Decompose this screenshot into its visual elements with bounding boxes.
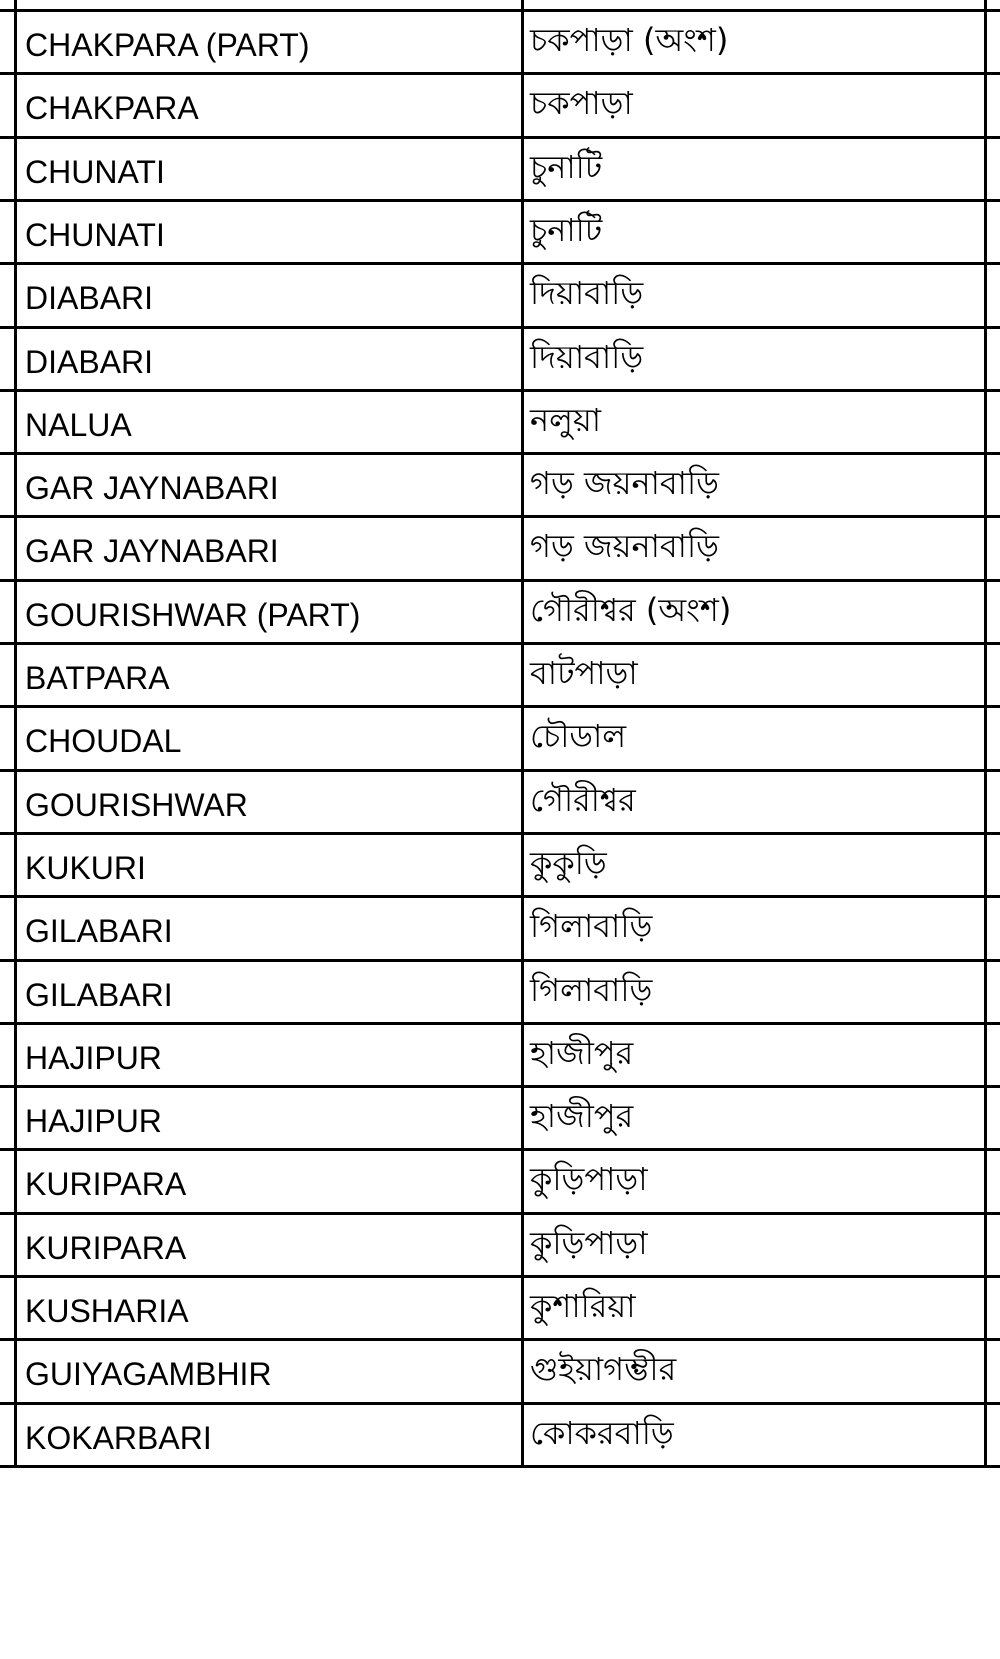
row-divider <box>0 1275 1000 1278</box>
village-name-bengali: কুকুড়ি <box>530 843 607 882</box>
village-name-bengali: দিয়াবাড়ি <box>530 337 644 376</box>
row-divider <box>0 72 1000 75</box>
village-name-english: KOKARBARI <box>25 1419 212 1456</box>
village-name-english: GAR JAYNABARI <box>25 533 279 570</box>
row-divider <box>0 1022 1000 1025</box>
row-divider <box>0 1338 1000 1341</box>
row-divider <box>0 959 1000 962</box>
row-divider <box>0 389 1000 392</box>
row-divider <box>0 642 1000 645</box>
village-name-bengali: গিলাবাড়ি <box>530 907 653 946</box>
village-name-bengali: চুনাটি <box>530 147 603 186</box>
village-name-english: HAJIPUR <box>25 1103 162 1140</box>
left-border <box>14 0 17 1467</box>
village-name-bengali: চৌডাল <box>530 717 627 756</box>
village-name-english: DIABARI <box>25 280 154 317</box>
village-name-bengali: গড় জয়নাবাড়ি <box>530 527 719 566</box>
village-name-english: KUSHARIA <box>25 1293 189 1329</box>
village-name-english: NALUA <box>25 406 132 443</box>
row-divider <box>0 705 1000 708</box>
village-name-bengali: দিয়াবাড়ি <box>530 274 644 313</box>
row-divider <box>0 452 1000 455</box>
right-border <box>984 0 987 1467</box>
village-name-english: HAJIPUR <box>25 1039 162 1076</box>
row-divider <box>0 1212 1000 1215</box>
village-name-english: GUIYAGAMBHIR <box>25 1356 272 1393</box>
row-divider <box>0 326 1000 329</box>
row-divider <box>0 1465 1000 1468</box>
village-name-bengali: হাজীপুর <box>530 1033 634 1072</box>
village-name-english: GILABARI <box>25 976 173 1013</box>
village-name-english: GILABARI <box>25 913 173 950</box>
row-divider <box>0 579 1000 582</box>
village-name-english: CHOUDAL <box>25 723 182 760</box>
village-name-english: KURIPARA <box>25 1166 187 1203</box>
village-name-bengali: কুড়িপাড়া <box>530 1160 648 1199</box>
village-name-english: GOURISHWAR <box>25 786 248 823</box>
row-divider <box>0 895 1000 898</box>
village-name-bengali: গিলাবাড়ি <box>530 970 653 1009</box>
village-name-english: CHUNATI <box>25 153 165 190</box>
row-divider <box>0 1085 1000 1088</box>
row-divider <box>0 1148 1000 1151</box>
row-divider <box>0 769 1000 772</box>
row-divider <box>0 1402 1000 1405</box>
column-divider <box>521 0 524 1467</box>
village-name-bengali: কুড়িপাড়া <box>530 1223 648 1262</box>
village-name-english: GOURISHWAR (PART) <box>25 596 361 633</box>
village-name-bengali: গৌরীশ্বর (অংশ) <box>530 590 732 629</box>
village-name-english: CHAKPARA <box>25 90 199 127</box>
village-name-english: CHAKPARA (PART) <box>25 27 310 63</box>
row-divider <box>0 832 1000 835</box>
village-name-english: DIABARI <box>25 343 154 380</box>
village-name-bengali: চুনাটি <box>530 210 603 249</box>
row-divider <box>0 9 1000 12</box>
village-name-bengali: গড় জয়নাবাড়ি <box>530 464 719 503</box>
village-name-bengali: চকপাড়া (অংশ) <box>530 21 729 59</box>
village-name-english: KUKURI <box>25 849 146 886</box>
village-name-bengali: গুইয়াগম্ভীর <box>530 1350 677 1389</box>
row-divider <box>0 515 1000 518</box>
row-divider <box>0 199 1000 202</box>
village-name-bengali: কোকরবাড়ি <box>530 1413 674 1452</box>
village-name-english: GAR JAYNABARI <box>25 470 279 507</box>
village-name-bengali: বাটপাড়া <box>530 654 638 692</box>
village-name-bengali: কুশারিয়া <box>530 1287 636 1325</box>
village-name-bengali: চকপাড়া <box>530 84 633 123</box>
village-name-bengali: নলুয়া <box>530 400 602 439</box>
village-name-bengali: হাজীপুর <box>530 1097 634 1136</box>
row-divider <box>0 136 1000 139</box>
village-name-english: CHUNATI <box>25 216 165 253</box>
village-name-english: BATPARA <box>25 660 170 696</box>
row-divider <box>0 262 1000 265</box>
village-name-english: KURIPARA <box>25 1229 187 1266</box>
village-name-bengali: গৌরীশ্বর <box>530 780 636 819</box>
